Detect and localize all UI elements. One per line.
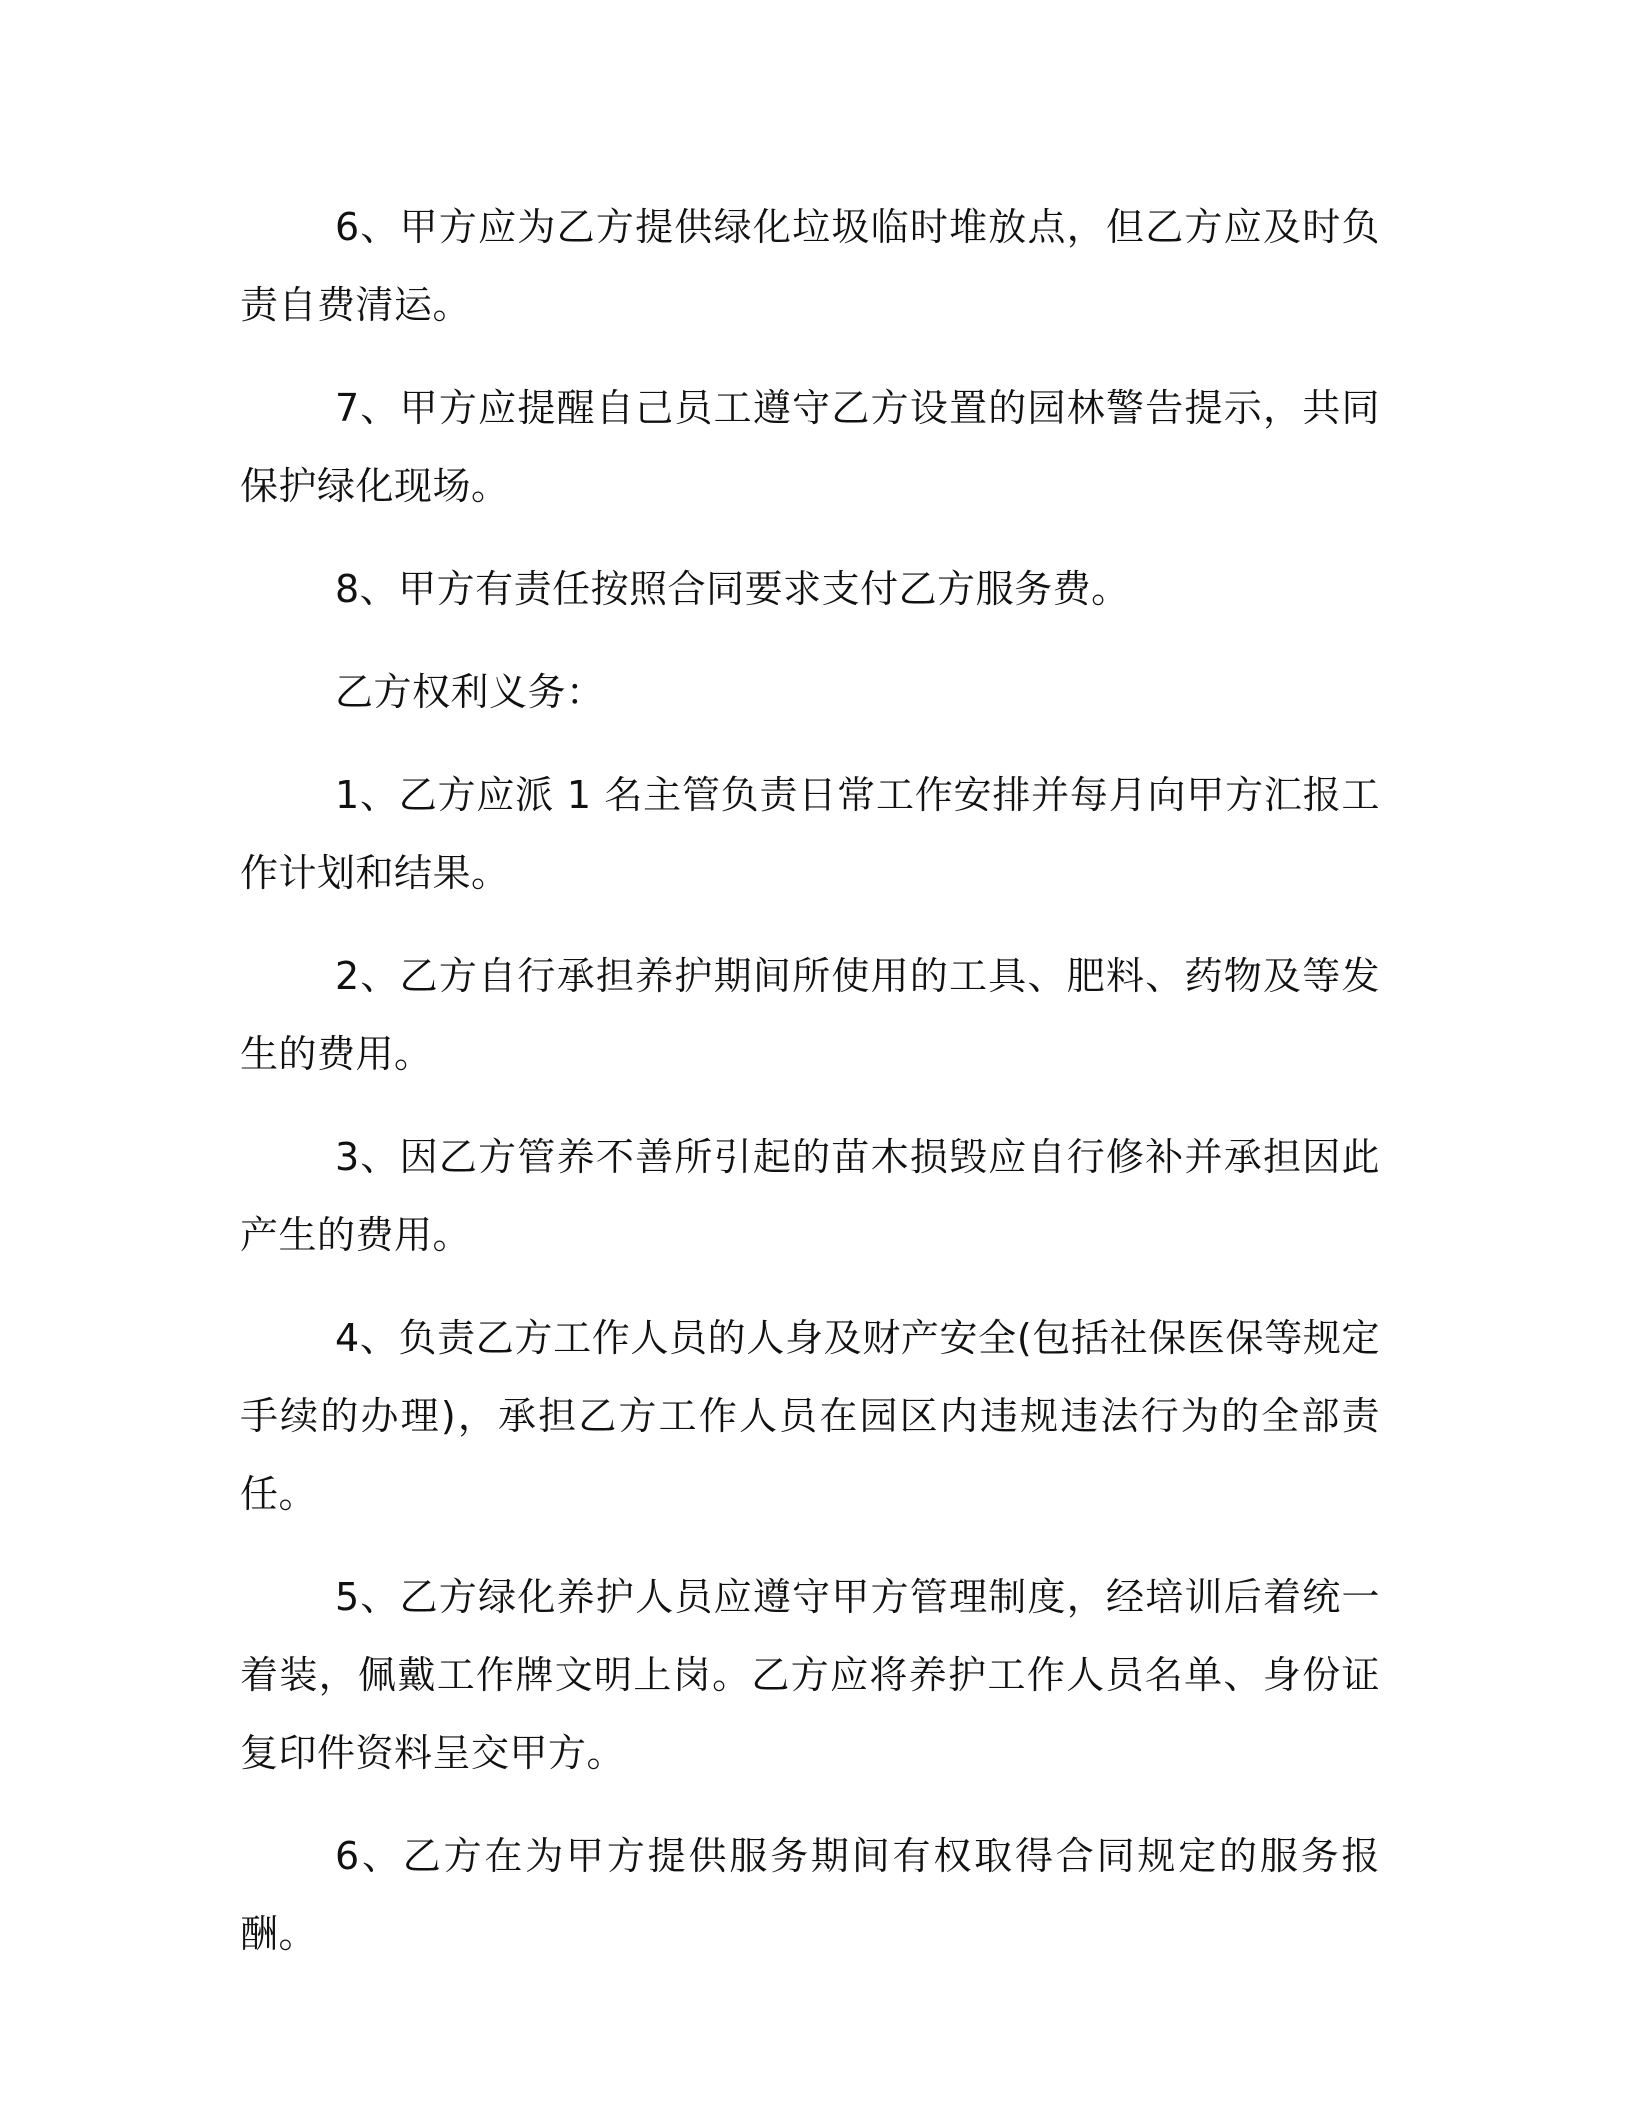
clause-b3-paragraph: 3、因乙方管养不善所引起的苗木损毁应自行修补并承担因此产生的费用。 <box>240 1135 1380 1257</box>
clause-b5-paragraph: 5、乙方绿化养护人员应遵守甲方管理制度，经培训后着统一着装，佩戴工作牌文明上岗。乙方应将养护工作人员名单、身份证复印件资料呈交甲方。 <box>240 1575 1380 1775</box>
clause-a7-paragraph: 7、甲方应提醒自己员工遵守乙方设置的园林警告提示，共同保护绿化现场。 <box>240 386 1380 508</box>
clause-b1-paragraph: 1、乙方应派 1 名主管负责日常工作安排并每月向甲方汇报工作计划和结果。 <box>240 773 1380 895</box>
document-body <box>240 188 1380 1998</box>
section-heading-party-b-rights: 乙方权利义务： <box>335 670 605 714</box>
clause-a8-paragraph: 8、甲方有责任按照合同要求支付乙方服务费。 <box>335 567 1130 611</box>
clause-a6-paragraph: 6、甲方应为乙方提供绿化垃圾临时堆放点，但乙方应及时负责自费清运。 <box>240 205 1380 327</box>
clause-b6-paragraph: 6、乙方在为甲方提供服务期间有权取得合同规定的服务报酬。 <box>240 1834 1380 1956</box>
clause-b4-paragraph: 4、负责乙方工作人员的人身及财产安全(包括社保医保等规定手续的办理)，承担乙方工作人员在园区内违规违法行为的全部责任。 <box>240 1316 1381 1516</box>
clause-b2-paragraph: 2、乙方自行承担养护期间所使用的工具、肥料、药物及等发生的费用。 <box>240 954 1380 1076</box>
